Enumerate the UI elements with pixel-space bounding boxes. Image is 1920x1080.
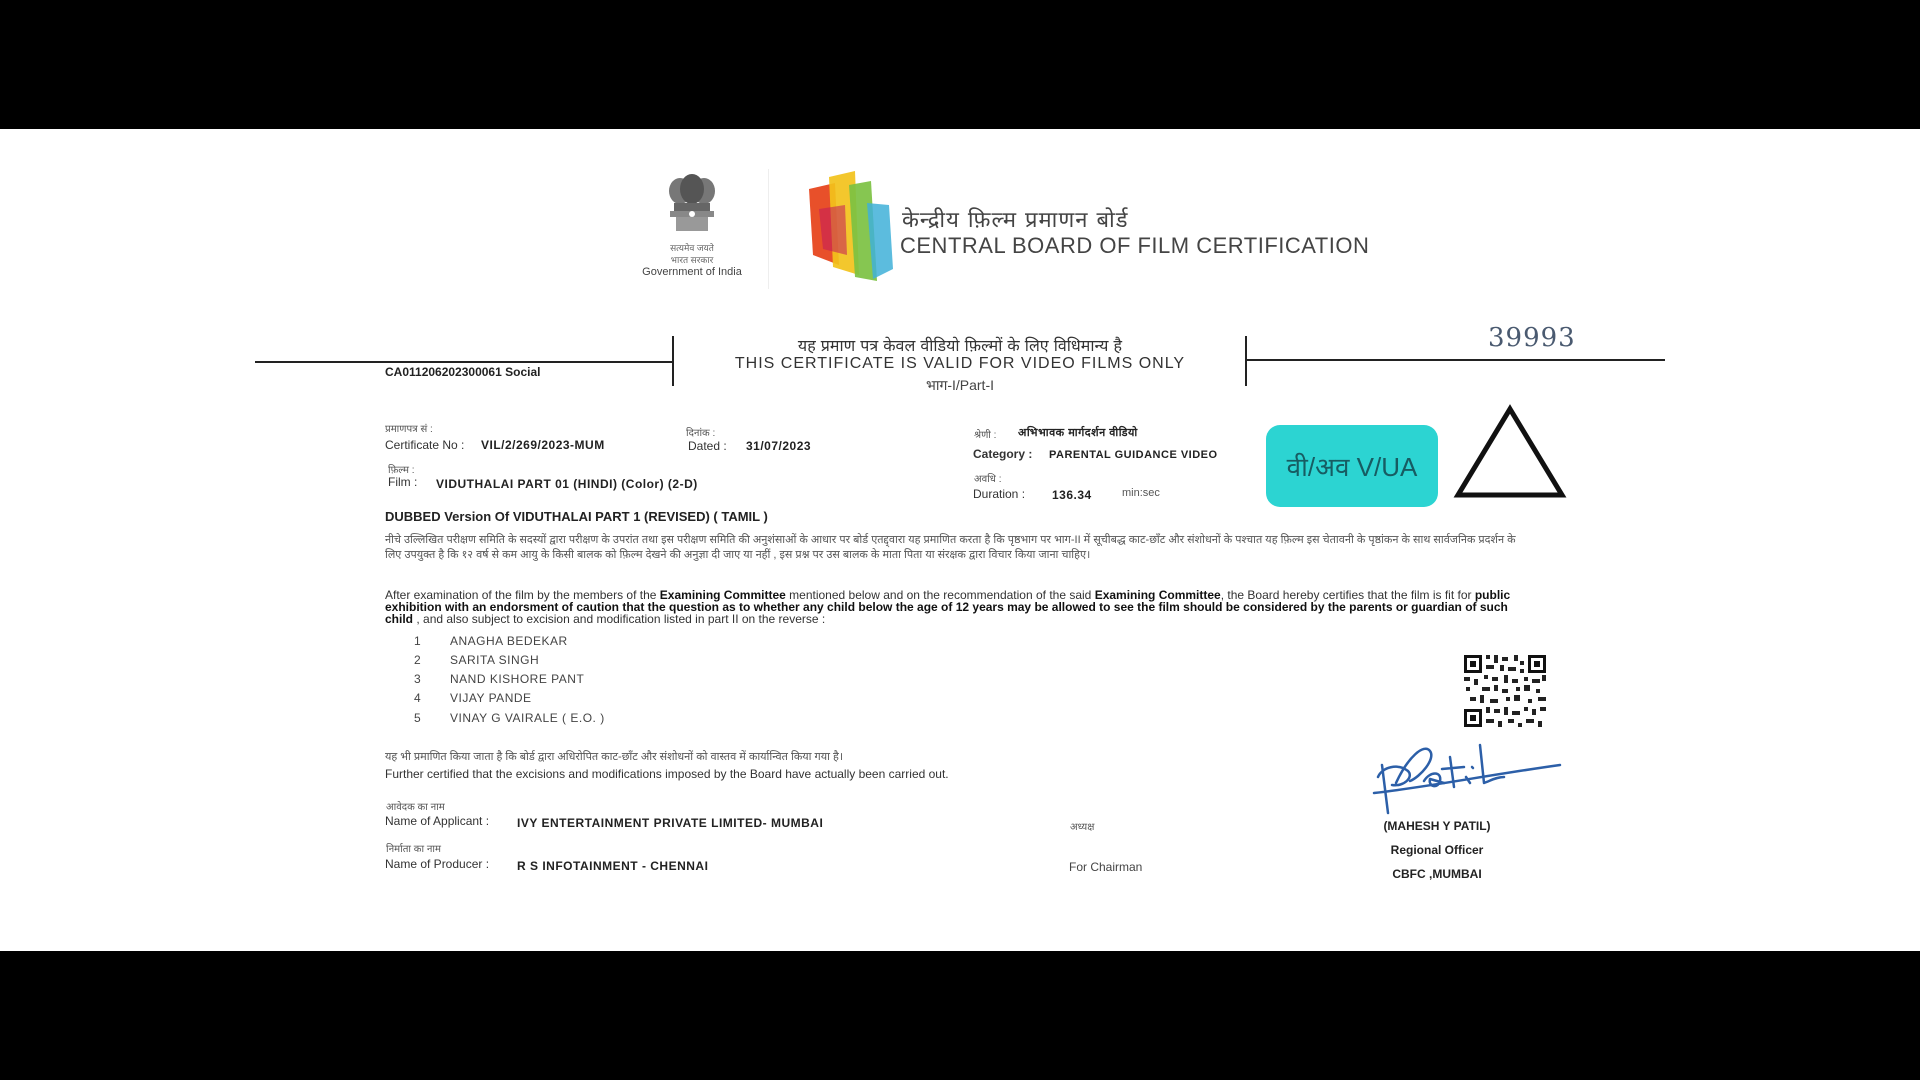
member-number: 5 (414, 711, 421, 725)
date-label: Dated : (688, 439, 727, 453)
validity-notice-hindi: यह प्रमाण पत्र केवल वीडियो फ़िल्मों के लिए विधिमान्य है (797, 336, 1123, 355)
member-number: 3 (414, 672, 421, 686)
national-emblem-icon (660, 169, 724, 235)
duration-label: Duration : (973, 487, 1026, 501)
cert-no-label-hindi: प्रमाणपत्र सं : (385, 424, 433, 435)
applicant-value: IVY ENTERTAINMENT PRIVATE LIMITED- MUMBAI (517, 816, 824, 830)
film-label-hindi: फ़िल्म : (388, 465, 415, 476)
member-name: VIJAY PANDE (450, 691, 532, 705)
member-number: 2 (414, 653, 421, 667)
chairman-label-hindi: अध्यक्ष (1070, 822, 1095, 833)
part-label: भाग-I/Part-I (925, 377, 995, 393)
duration-unit: min:sec (1122, 487, 1160, 499)
serial-number: 39993 (1488, 323, 1576, 353)
signatory-office: CBFC ,MUMBAI (1392, 867, 1482, 881)
certification-text-english: After examination of the film by the members of the Examining Committee mentioned below and on the recommendation of the said Examining Committee, the Board hereby certifies that the film is fit for public exhibition with an endorsment of caution that the question as to whether any child below the age of 12 years may be allowed to see the film should be considered by the parents or guardian of such child , and also subject to excision and modification listed in part II on the reverse : (385, 588, 1511, 626)
category-value: PARENTAL GUIDANCE VIDEO (1049, 449, 1218, 461)
film-label: Film : (388, 475, 418, 489)
cbfc-logo-icon (805, 169, 895, 285)
signatory-title: Regional Officer (1390, 843, 1484, 857)
member-name: SARITA SINGH (450, 653, 540, 667)
certification-text-hindi: नीचे उल्लिखित परीक्षण समिति के सदस्यों द्वारा परीक्षण के उपरांत तथा इस परीक्षण समिति की अनुशंसाओं के आधार पर बोर्ड एतद्द्वारा यह प्रमाणित करता है कि पृष्ठभाग पर भाग-II में सूचीबद्ध काट-छाँट और संशोधनों के पश्चात यह फ़िल्म इस चेतावनी के पृष्ठांकन के साथ सार्वजनिक प्रदर्शन के लिए उपयुक्त है कि १२ वर्ष से कम आयु के किसी बालक को फ़िल्म देखने की अनुज्ञा दी जाए या नहीं , इस प्रश्न पर उस बालक के माता पिता या संरक्षक द्वारा विचार किया जाना चाहिए। (385, 534, 1516, 561)
producer-value: R S INFOTAINMENT - CHENNAI (517, 859, 709, 873)
left-rule-tick (672, 336, 674, 386)
duration-label-hindi: अवधि : (974, 474, 1002, 485)
category-value-hindi: अभिभावक मार्गदर्शन वीडियो (1018, 427, 1138, 439)
further-certified-hindi: यह भी प्रमाणित किया जाता है कि बोर्ड द्वारा अधिरोपित काट-छाँट और संशोधनों को वास्तव में कार्यान्वित किया गया है। (385, 751, 844, 763)
signature-icon (1368, 737, 1564, 821)
left-rule (255, 361, 673, 363)
producer-label-hindi: निर्माता का नाम (386, 844, 441, 855)
date-label-hindi: दिनांक : (686, 428, 716, 439)
cert-no-label: Certificate No : (385, 438, 465, 452)
emblem-motto: सत्यमेव जयते (670, 243, 714, 253)
member-name: NAND KISHORE PANT (450, 672, 585, 686)
category-label-hindi: श्रेणी : (974, 430, 997, 441)
applicant-label: Name of Applicant : (385, 814, 490, 828)
duration-value: 136.34 (1052, 488, 1092, 502)
date-value: 31/07/2023 (746, 439, 812, 453)
film-value: VIDUTHALAI PART 01 (HINDI) (Color) (2-D) (436, 477, 698, 491)
board-name-hindi: केन्द्रीय फ़िल्म प्रमाणन बोर्ड (902, 208, 1129, 233)
validity-notice-english: THIS CERTIFICATE IS VALID FOR VIDEO FILMS ONLY (734, 355, 1186, 372)
emblem-caption: भारत सरकार (670, 255, 714, 265)
rating-badge: वी/अव V/UA (1266, 425, 1438, 507)
applicant-label-hindi: आवेदक का नाम (386, 802, 445, 813)
header-divider (768, 169, 769, 289)
caution-triangle-icon (1452, 403, 1568, 501)
chairman-label: For Chairman (1069, 860, 1143, 874)
government-of-india-label: Government of India (642, 266, 742, 278)
signatory-name: (MAHESH Y PATIL) (1383, 819, 1491, 833)
right-rule-tick (1245, 336, 1247, 386)
dubbed-version-note: DUBBED Version Of VIDUTHALAI PART 1 (REVISED) ( TAMIL ) (385, 509, 768, 524)
member-number: 1 (414, 634, 421, 648)
certificate-page (0, 129, 1920, 951)
member-name: ANAGHA BEDEKAR (450, 634, 568, 648)
board-name-english: CENTRAL BOARD OF FILM CERTIFICATION (900, 233, 1370, 258)
category-label: Category : (973, 447, 1033, 461)
qr-code-icon (1462, 653, 1548, 729)
further-certified-english: Further certified that the excisions and modifications imposed by the Board have actually been carried out. (385, 767, 949, 781)
member-name: VINAY G VAIRALE ( E.O. ) (450, 711, 605, 725)
cert-no-value: VIL/2/269/2023-MUM (481, 438, 605, 452)
reference-code: CA011206202300061 Social (385, 365, 541, 379)
producer-label: Name of Producer : (385, 857, 490, 871)
member-number: 4 (414, 691, 421, 705)
right-rule (1245, 359, 1665, 361)
